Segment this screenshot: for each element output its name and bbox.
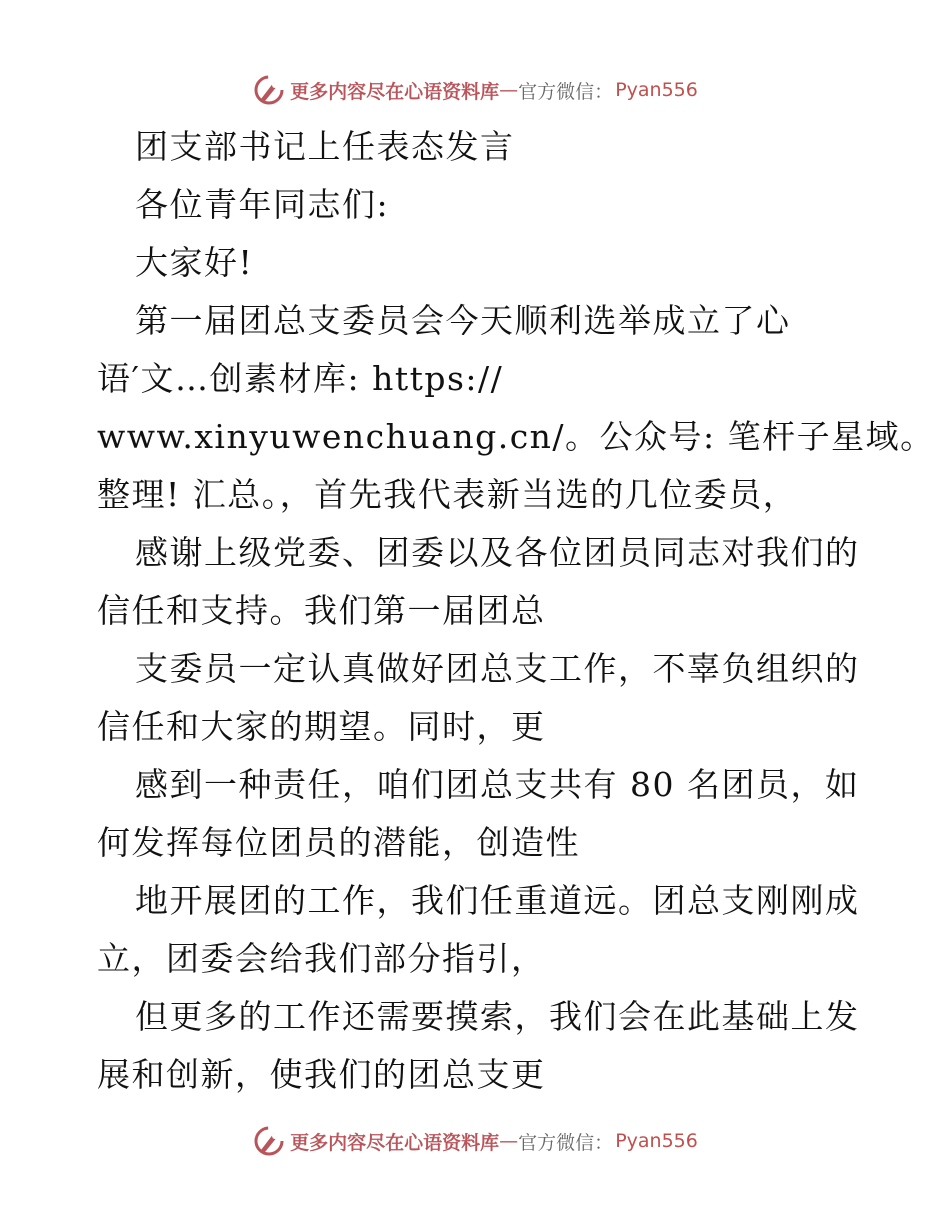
paragraph-line: 整理! 汇总。，首先我代表新当选的几位委员， — [97, 475, 798, 514]
paragraph-line: 展和创新，使我们的团总支更 — [97, 1055, 546, 1094]
header-watermark-text: 更多内容尽在心语资料库 — [290, 80, 500, 103]
paragraph-line: www.xinyuwenchuang.cn/。公众号: 笔杆子星域。 — [97, 417, 935, 456]
footer-watermark-dash: — — [499, 1130, 519, 1152]
footer-watermark — [0, 1124, 950, 1158]
paragraph-line: 地开展团的工作，我们任重道远。团总支刚刚成 — [135, 881, 860, 920]
footer-watermark-text: 更多内容尽在心语资料库 — [290, 1131, 500, 1154]
paragraph-line: 但更多的工作还需要摸索，我们会在此基础上发 — [135, 997, 860, 1036]
paragraph-line: 何发挥每位团员的潜能，创造性 — [97, 823, 580, 862]
quill-logo-icon — [252, 1124, 286, 1158]
header-watermark-dash: — — [499, 79, 519, 101]
footer-watermark-wechat: 官方微信： — [518, 1131, 614, 1154]
quill-logo-icon — [252, 73, 286, 107]
header-watermark-wechat: 官方微信： — [518, 80, 614, 103]
paragraph-line: 第一届团总支委员会今天顺利选举成立了心 — [135, 301, 791, 340]
paragraph-line: 信任和支持。我们第一届团总 — [97, 591, 546, 630]
header-watermark — [0, 73, 950, 107]
paragraph-line: 立，团委会给我们部分指引， — [97, 939, 546, 978]
paragraph-line: 感到一种责任，咱们团总支共有 80 名团员，如 — [135, 765, 860, 804]
paragraph-line: 支委员一定认真做好团总支工作，不辜负组织的 — [135, 649, 860, 688]
document-body — [97, 127, 935, 1114]
greeting: 大家好! — [135, 243, 254, 282]
footer-watermark-id: Pyan556 — [615, 1130, 698, 1152]
paragraph-line: 信任和大家的期望。同时，更 — [97, 707, 546, 746]
paragraph-line: 语′文…创素材库: https:// — [97, 359, 504, 398]
header-watermark-id: Pyan556 — [615, 79, 698, 101]
document-title: 团支部书记上任表态发言 — [135, 127, 515, 166]
paragraph-line: 感谢上级党委、团委以及各位团员同志对我们的 — [135, 533, 860, 572]
salutation: 各位青年同志们: — [135, 185, 390, 224]
